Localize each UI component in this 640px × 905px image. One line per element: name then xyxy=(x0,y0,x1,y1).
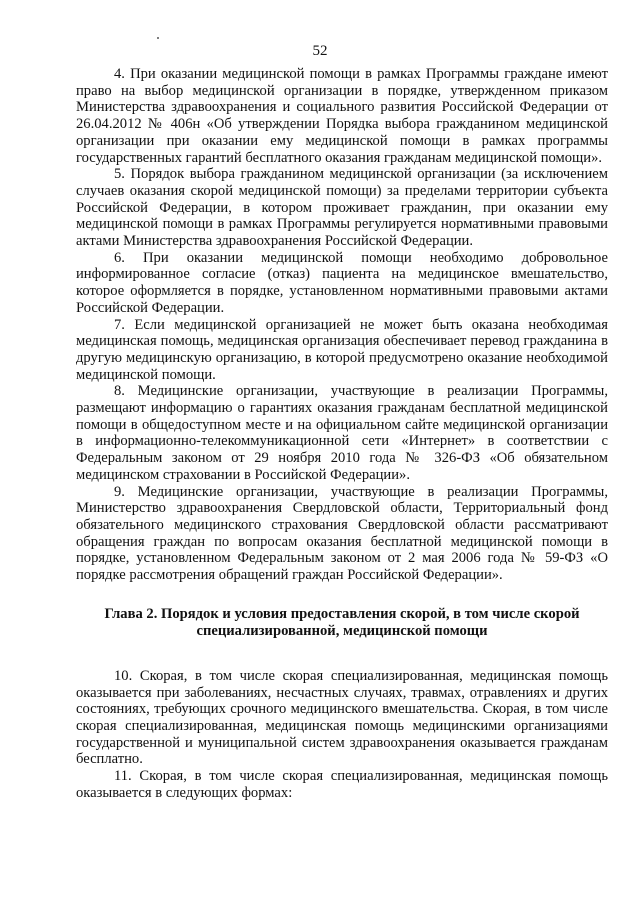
paragraph-7: 7. Если медицинской организацией не может быть оказана необходимая медицинская помощь, медицинская организация обеспечивает перевод гражданина в другую медицинскую организацию, в которой предусмотрено оказание необходимой медицинской помощи. xyxy=(76,316,608,383)
document-body xyxy=(76,66,608,801)
paragraph-8: 8. Медицинские организации, участвующие в реализации Программы, размещают информацию о гарантиях оказания гражданам бесплатной медицинской помощи в общедоступном месте и на официальном сайте медицинской организации в информационно-телекоммуникационной сети «Интернет» в соответствии с Федеральным законом от 29 ноября 2010 года № 326-ФЗ «Об обязательном медицинском страховании в Российской Федерации». xyxy=(76,383,608,483)
paragraph-10: 10. Скорая, в том числе скорая специализированная, медицинская помощь оказывается при заболеваниях, несчастных случаях, травмах, отравлениях и других состояниях, требующих срочного медицинского вмешательства. Скорая, в том числе скорая специализированная, медицинская помощь медицинскими организациями государственной и муниципальной систем здравоохранения оказывается гражданам бесплатно. xyxy=(76,667,608,768)
paragraph-11: 11. Скорая, в том числе скорая специализированная, медицинская помощь оказывается в следующих формах: xyxy=(76,768,608,801)
chapter-heading: Глава 2. Порядок и условия предоставления скорой, в том числе скорой специализированной, медицинской помощи xyxy=(104,605,580,639)
page-number: 52 xyxy=(312,43,328,59)
scan-speck xyxy=(157,37,159,39)
paragraph-9: 9. Медицинские организации, участвующие в реализации Программы, Министерство здравоохранения Свердловской области, Территориальный фонд обязательного медицинского страхования Свердловской области рассматривают обращения граждан по вопросам оказания бесплатной медицинской помощи в порядке, установленном Федеральным законом от 2 мая 2006 года № 59-ФЗ «О порядке рассмотрения обращений граждан Российской Федерации». xyxy=(76,483,608,584)
paragraph-4: 4. При оказании медицинской помощи в рамках Программы граждане имеют право на выбор медицинской организации в порядке, утвержденном приказом Министерства здравоохранения и социального развития Российской Федерации от 26.04.2012 № 406н «Об утверждении Порядка выбора гражданином медицинской организации при оказании ему медицинской помощи в рамках программы государственных гарантий бесплатного оказания гражданам медицинской помощи». xyxy=(76,66,608,166)
paragraph-6: 6. При оказании медицинской помощи необходимо добровольное информированное согласие (отказ) пациента на медицинское вмешательство, которое оформляется в порядке, установленном нормативными правовыми актами Российской Федерации. xyxy=(76,249,608,316)
paragraph-5: 5. Порядок выбора гражданином медицинской организации (за исключением случаев оказания скорой медицинской помощи) за пределами территории субъекта Российской Федерации, в котором проживает гражданин, при оказании ему медицинской помощи в рамках Программы регулируется нормативными правовыми актами Министерства здравоохранения Российской Федерации. xyxy=(76,166,608,250)
